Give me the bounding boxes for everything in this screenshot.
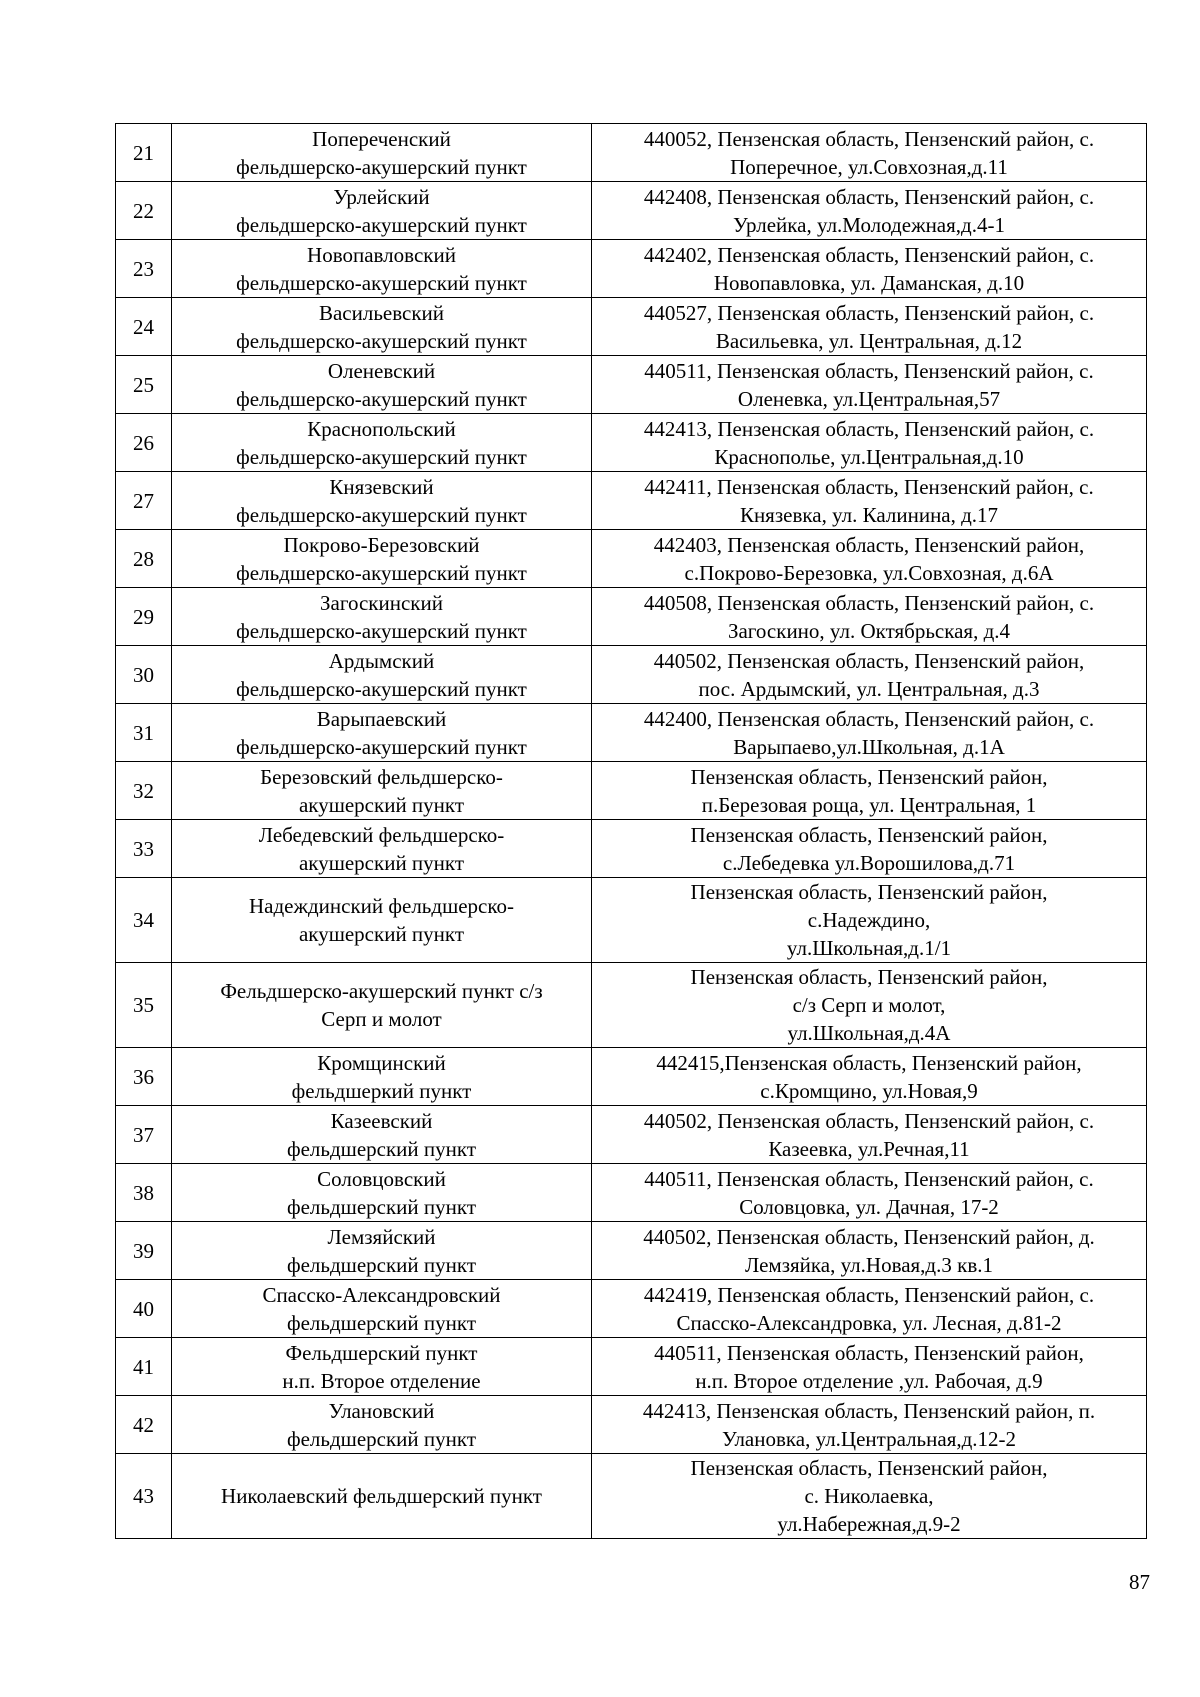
- table-row: [116, 1338, 1147, 1396]
- facility-name: Васильевский фельдшерско-акушерский пункт: [172, 298, 592, 356]
- facility-address: 442403, Пензенская область, Пензенский район, с.Покрово-Березовка, ул.Совхозная, д.6А: [592, 530, 1147, 588]
- facility-name: Новопавловский фельдшерско-акушерский пункт: [172, 240, 592, 298]
- row-number: 37: [116, 1106, 172, 1164]
- facility-address: 442411, Пензенская область, Пензенский район, с. Князевка, ул. Калинина, д.17: [592, 472, 1147, 530]
- table-row: [116, 356, 1147, 414]
- table-row: [116, 124, 1147, 182]
- table-row: [116, 762, 1147, 820]
- row-number: 22: [116, 182, 172, 240]
- facility-address: 440511, Пензенская область, Пензенский район, с. Оленевка, ул.Центральная,57: [592, 356, 1147, 414]
- table-row: [116, 963, 1147, 1048]
- facility-name: Краснопольский фельдшерско-акушерский пункт: [172, 414, 592, 472]
- facility-name: Лемзяйский фельдшерский пункт: [172, 1222, 592, 1280]
- row-number: 26: [116, 414, 172, 472]
- facility-address: 442400, Пензенская область, Пензенский район, с. Варыпаево,ул.Школьная, д.1А: [592, 704, 1147, 762]
- facility-name: Загоскинский фельдшерско-акушерский пункт: [172, 588, 592, 646]
- table-row: [116, 182, 1147, 240]
- row-number: 35: [116, 963, 172, 1048]
- facility-name: Варыпаевский фельдшерско-акушерский пункт: [172, 704, 592, 762]
- row-number: 43: [116, 1454, 172, 1539]
- facility-address: Пензенская область, Пензенский район, с.Надеждино, ул.Школьная,д.1/1: [592, 878, 1147, 963]
- row-number: 21: [116, 124, 172, 182]
- table-row: [116, 1280, 1147, 1338]
- row-number: 29: [116, 588, 172, 646]
- facility-name: Урлейский фельдшерско-акушерский пункт: [172, 182, 592, 240]
- facility-address: 440502, Пензенская область, Пензенский район, с. Казеевка, ул.Речная,11: [592, 1106, 1147, 1164]
- facility-name: Фельдшерско-акушерский пункт с/з Серп и молот: [172, 963, 592, 1048]
- medical-facilities-table: [115, 123, 1147, 1539]
- facility-address: 442419, Пензенская область, Пензенский район, с. Спасско-Александровка, ул. Лесная, д.81-2: [592, 1280, 1147, 1338]
- row-number: 23: [116, 240, 172, 298]
- row-number: 30: [116, 646, 172, 704]
- row-number: 25: [116, 356, 172, 414]
- row-number: 36: [116, 1048, 172, 1106]
- row-number: 41: [116, 1338, 172, 1396]
- facility-name: Оленевский фельдшерско-акушерский пункт: [172, 356, 592, 414]
- facility-name: Фельдшерский пункт н.п. Второе отделение: [172, 1338, 592, 1396]
- table-row: [116, 240, 1147, 298]
- row-number: 28: [116, 530, 172, 588]
- facility-name: Покрово-Березовский фельдшерско-акушерский пункт: [172, 530, 592, 588]
- table-row: [116, 588, 1147, 646]
- table-row: [116, 704, 1147, 762]
- facility-address: 440511, Пензенская область, Пензенский район, с. Соловцовка, ул. Дачная, 17-2: [592, 1164, 1147, 1222]
- table-row: [116, 1396, 1147, 1454]
- page-number: 87: [1129, 1570, 1150, 1594]
- facility-address: 440502, Пензенская область, Пензенский район, пос. Ардымский, ул. Центральная, д.3: [592, 646, 1147, 704]
- facility-name: Надеждинский фельдшерско- акушерский пункт: [172, 878, 592, 963]
- table-row: [116, 414, 1147, 472]
- facility-address: Пензенская область, Пензенский район, п.Березовая роща, ул. Центральная, 1: [592, 762, 1147, 820]
- facility-address: Пензенская область, Пензенский район, с. Николаевка, ул.Набережная,д.9-2: [592, 1454, 1147, 1539]
- table-row: [116, 820, 1147, 878]
- table-row: [116, 1164, 1147, 1222]
- row-number: 32: [116, 762, 172, 820]
- facility-address: 442408, Пензенская область, Пензенский район, с. Урлейка, ул.Молодежная,д.4-1: [592, 182, 1147, 240]
- table-row: [116, 472, 1147, 530]
- facility-name: Соловцовский фельдшерский пункт: [172, 1164, 592, 1222]
- row-number: 24: [116, 298, 172, 356]
- table-row: [116, 646, 1147, 704]
- table-row: [116, 1106, 1147, 1164]
- facility-address: Пензенская область, Пензенский район, с.Лебедевка ул.Ворошилова,д.71: [592, 820, 1147, 878]
- facility-name: Николаевский фельдшерский пункт: [172, 1454, 592, 1539]
- facility-address: 440511, Пензенская область, Пензенский район, н.п. Второе отделение ,ул. Рабочая, д.9: [592, 1338, 1147, 1396]
- facility-address: 440508, Пензенская область, Пензенский район, с. Загоскино, ул. Октябрьская, д.4: [592, 588, 1147, 646]
- row-number: 34: [116, 878, 172, 963]
- facility-address: Пензенская область, Пензенский район, с/з Серп и молот, ул.Школьная,д.4А: [592, 963, 1147, 1048]
- facility-address: 442413, Пензенская область, Пензенский район, п. Улановка, ул.Центральная,д.12-2: [592, 1396, 1147, 1454]
- facility-address: 442413, Пензенская область, Пензенский район, с. Краснополье, ул.Центральная,д.10: [592, 414, 1147, 472]
- table-row: [116, 1222, 1147, 1280]
- row-number: 27: [116, 472, 172, 530]
- row-number: 31: [116, 704, 172, 762]
- table-row: [116, 878, 1147, 963]
- facility-address: 442415,Пензенская область, Пензенский район, с.Кромщино, ул.Новая,9: [592, 1048, 1147, 1106]
- table-row: [116, 1454, 1147, 1539]
- row-number: 38: [116, 1164, 172, 1222]
- facility-name: Ардымский фельдшерско-акушерский пункт: [172, 646, 592, 704]
- table-row: [116, 530, 1147, 588]
- table-row: [116, 1048, 1147, 1106]
- facility-address: 440527, Пензенская область, Пензенский район, с. Васильевка, ул. Центральная, д.12: [592, 298, 1147, 356]
- row-number: 33: [116, 820, 172, 878]
- facility-name: Кромщинский фельдшеркий пункт: [172, 1048, 592, 1106]
- row-number: 42: [116, 1396, 172, 1454]
- facility-name: Спасско-Александровский фельдшерский пункт: [172, 1280, 592, 1338]
- facility-address: 440052, Пензенская область, Пензенский район, с. Поперечное, ул.Совхозная,д.11: [592, 124, 1147, 182]
- facility-name: Березовский фельдшерско- акушерский пункт: [172, 762, 592, 820]
- facility-name: Князевский фельдшерско-акушерский пункт: [172, 472, 592, 530]
- facility-address: 440502, Пензенская область, Пензенский район, д. Лемзяйка, ул.Новая,д.3 кв.1: [592, 1222, 1147, 1280]
- facility-name: Лебедевский фельдшерско- акушерский пункт: [172, 820, 592, 878]
- row-number: 39: [116, 1222, 172, 1280]
- facility-name: Улановский фельдшерский пункт: [172, 1396, 592, 1454]
- row-number: 40: [116, 1280, 172, 1338]
- facility-name: Казеевский фельдшерский пункт: [172, 1106, 592, 1164]
- facility-name: Попереченский фельдшерско-акушерский пункт: [172, 124, 592, 182]
- facility-address: 442402, Пензенская область, Пензенский район, с. Новопавловка, ул. Даманская, д.10: [592, 240, 1147, 298]
- table-row: [116, 298, 1147, 356]
